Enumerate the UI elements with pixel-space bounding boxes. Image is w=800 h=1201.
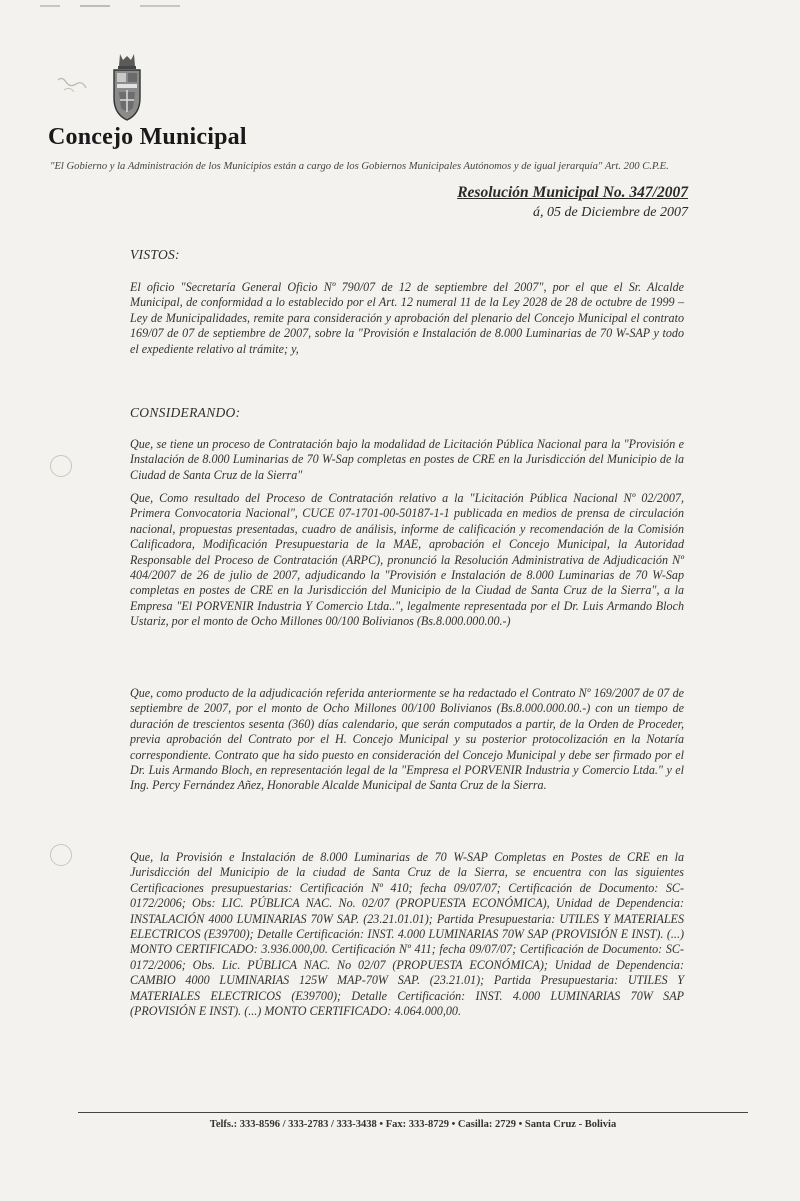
footer-divider: [78, 1112, 748, 1113]
scan-smudge: [52, 70, 92, 100]
binder-hole: [50, 455, 72, 477]
binder-hole: [50, 844, 72, 866]
considerando-heading: CONSIDERANDO:: [130, 405, 241, 420]
considerando-paragraph-3: Que, como producto de la adjudicación referida anteriormente se ha redactado el Contrato Nº 169/2007 de 07 de septiembre de 2007, por el monto de Ocho Millones 00/100 Bolivianos (Bs.8.000.000.00.-) con un tiempo de duración de trescientos sesenta (360) días calendario, que serán computados a partir, de la Orden de Proceder, previa aprobación del Contrato por el H. Concejo Municipal y su posterior protocolización en la Notaría correspondiente. Contrato que ha sido puesto en consideración del Concejo Municipal y debe ser firmado por el Dr. Luis Armando Bloch, en representación legal de la "Empresa el PORVENIR Industria y Comercio Ltda." y el Ing. Percy Fernández Añez, Honorable Alcalde Municipal de Santa Cruz de la Sierra.: [130, 686, 684, 793]
considerando-paragraph-2: Que, Como resultado del Proceso de Contratación relativo a la "Licitación Pública Nacional Nº 02/2007, Primera Convocatoria Nacional", CUCE 07-1701-00-50187-1-1 publicada en medios de prensa de circulación nacional, propuestas presentadas, cuadro de análisis, informe de calificación y recomendación de la Comisión Calificadora, Modificación Presupuestaria de la MAE, aprobación el Concejo Municipal, la Autoridad Responsable del Proceso de Contratación (ARPC), pronunció la Resolución Administrativa de Adjudicación Nº 404/2007 de 26 de julio de 2007, adjudicando la "Provisión e Instalación de 8.000 Luminarias de 70 W-Sap completas en postes de CRE en la Jurisdicción del Municipio de la Ciudad de Santa Cruz de la Sierra", a la Empresa "El PORVENIR Industria Y Comercio Ltda..", legalmente representada por el Dr. Luis Armando Bloch Ustariz, por el monto de Ocho Millones 00/100 Bolivianos (Bs.8.000.000.00.-): [130, 491, 684, 629]
vistos-paragraph: El oficio "Secretaría General Oficio Nº 790/07 de 12 de septiembre del 2007", por el que el Sr. Alcalde Municipal, de conformidad a lo establecido por el Art. 12 numeral 11 de la Ley 2028 de 28 de octubre de 1999 – Ley de Municipalidades, remite para consideración y aprobación del plenario del Concejo Municipal el contrato 169/07 de 07 de septiembre de 2007, sobre la "Provisión e Instalación de 8.000 Luminarias de 70 W-SAP y todo el expediente relativo al trámite; y,: [130, 280, 684, 356]
vistos-heading: VISTOS:: [130, 247, 180, 262]
resolution-date: á, 05 de Diciembre de 2007: [533, 205, 688, 220]
motto: "El Gobierno y la Administración de los Municipios están a cargo de los Gobiernos Municipales Autónomos y de igual jerarquía" Art. 200 C.P.E.: [50, 161, 669, 172]
footer-contact: Telfs.: 333-8596 / 333-2783 / 333-3438 • Fax: 333-8729 • Casilla: 2729 • Santa Cruz - Bolivia: [209, 1119, 617, 1130]
scan-artifact: [40, 4, 180, 8]
considerando-paragraph-1: Que, se tiene un proceso de Contratación bajo la modalidad de Licitación Pública Nacional para la "Provisión e Instalación de 8.000 Luminarias de 70 W-Sap completas en postes de CRE en la Jurisdicción del Municipio de la Ciudad de Santa Cruz de la Sierra": [130, 437, 684, 482]
coat-of-arms-icon: [106, 52, 148, 124]
considerando-paragraph-4: Que, la Provisión e Instalación de 8.000 Luminarias de 70 W-SAP Completas en Postes de CRE en la Jurisdicción del Municipio de la ciudad de Santa Cruz de la Sierra, se encuentra con las siguientes Certificaciones presupuestarias: Certificación Nº 410; fecha 09/07/07; Certificación de Documento: SC-0172/2006; Obs: LIC. PÚBLICA NAC. No. 02/07 (PROPUESTA ECONÓMICA), Unidad de Dependencia: INSTALACIÓN 4000 LUMINARIAS 70W SAP. (23.21.01.01); Partida Presupuestaria: UTILES Y MATERIALES ELECTRICOS (E39700); Detalle Certificación: INST. 4.000 LUMINARIAS 70W SAP (PROVISIÓN E INST). (...) MONTO CERTIFICADO: 3.936.000,00. Certificación Nº 411; fecha 09/07/07; Certificación de Documento: SC-0172/2006; Obs. Lic. PÚBLICA NAC. No 02/07 (PROPUESTA ECONÓMICA); Unidad de Dependencia: CAMBIO 4000 LUMINARIAS 125W MAP-70W SAP. (23.21.01); Partida Presupuestaria: UTILES Y MATERIALES ELECTRICOS (E39700); Detalle Certificación: INST. 4.000 LUMINARIAS 70W SAP (PROVISIÓN E INST). (...) MONTO CERTIFICADO: 4.064.000,00.: [130, 850, 684, 1019]
organization-name: Concejo Municipal: [48, 124, 247, 150]
resolution-number: Resolución Municipal No. 347/2007: [457, 184, 688, 201]
